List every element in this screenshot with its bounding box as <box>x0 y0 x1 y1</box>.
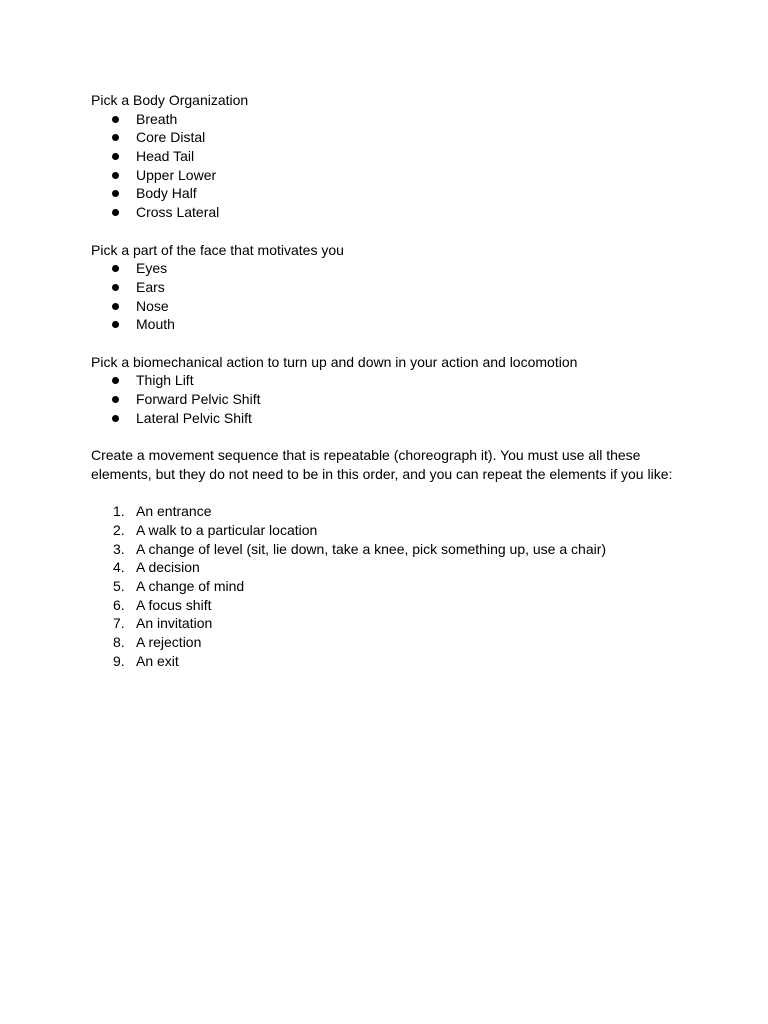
step-number: 7. <box>113 615 125 632</box>
bullet-icon <box>112 116 119 123</box>
list-item <box>91 558 681 577</box>
step-text: A focus shift <box>136 596 212 613</box>
step-text: A change of mind <box>136 577 245 594</box>
face-part-list <box>91 259 681 334</box>
list-item: Body Half <box>91 184 681 203</box>
step-number: 3. <box>113 540 125 557</box>
step-text: A walk to a particular location <box>136 521 318 538</box>
list-item: Mouth <box>91 315 681 334</box>
bullet-icon <box>112 209 119 216</box>
body-organization-heading: Pick a Body Organization <box>91 92 249 108</box>
spacer <box>91 427 681 446</box>
step-number: 2. <box>113 521 125 538</box>
list-item: Cross Lateral <box>91 203 681 222</box>
list-item <box>91 577 681 596</box>
list-item <box>91 614 681 633</box>
bullet-icon <box>112 172 119 179</box>
list-item <box>91 652 681 671</box>
list-item <box>91 633 681 652</box>
bullet-icon <box>112 284 119 291</box>
list-item: Eyes <box>91 259 681 278</box>
bullet-icon <box>112 303 119 310</box>
step-number: 5. <box>113 577 125 594</box>
spacer <box>91 484 681 503</box>
step-number: 8. <box>113 634 125 651</box>
list-item <box>91 502 681 521</box>
face-part-heading: Pick a part of the face that motivates you <box>91 241 344 258</box>
bullet-icon <box>112 321 119 328</box>
list-item: Nose <box>91 297 681 316</box>
step-text: An exit <box>136 652 179 669</box>
bullet-icon <box>112 377 119 384</box>
biomechanical-action-list <box>91 371 681 427</box>
spacer <box>91 222 681 241</box>
list-item <box>91 540 681 559</box>
step-number: 9. <box>113 652 125 669</box>
list-item <box>91 521 681 540</box>
list-item <box>91 596 681 615</box>
list-item: Forward Pelvic Shift <box>91 390 681 409</box>
bullet-icon <box>112 415 119 422</box>
list-item: Upper Lower <box>91 166 681 185</box>
bullet-icon <box>112 396 119 403</box>
bullet-icon <box>112 190 119 197</box>
list-item: Core Distal <box>91 128 681 147</box>
bullet-icon <box>112 153 119 160</box>
list-item: Head Tail <box>91 147 681 166</box>
list-item: Breath <box>91 110 681 129</box>
biomechanical-action-heading: Pick a biomechanical action to turn up and down in your action and locomotion <box>91 353 578 370</box>
step-text: An invitation <box>136 615 213 632</box>
step-number: 6. <box>113 596 125 613</box>
list-item: Thigh Lift <box>91 371 681 390</box>
step-text: A rejection <box>136 634 202 651</box>
bullet-icon <box>112 265 119 272</box>
list-item: Lateral Pelvic Shift <box>91 409 681 428</box>
movement-steps-list <box>91 502 681 670</box>
list-item: Ears <box>91 278 681 297</box>
document-content <box>91 91 681 670</box>
step-number: 1. <box>113 503 125 520</box>
bullet-icon <box>112 134 119 141</box>
movement-sequence-paragraph-line-1: Create a movement sequence that is repeatable (choreograph it). You must use all these <box>91 447 641 464</box>
step-text: A decision <box>136 559 200 576</box>
spacer <box>91 334 681 353</box>
body-organization-list <box>91 110 681 222</box>
step-text: An entrance <box>136 503 212 520</box>
step-number: 4. <box>113 559 125 576</box>
step-text: A change of level (sit, lie down, take a knee, pick something up, use a chair) <box>136 540 607 557</box>
movement-sequence-paragraph-line-2: elements, but they do not need to be in this order, and you can repeat the elements if you like: <box>91 465 673 482</box>
